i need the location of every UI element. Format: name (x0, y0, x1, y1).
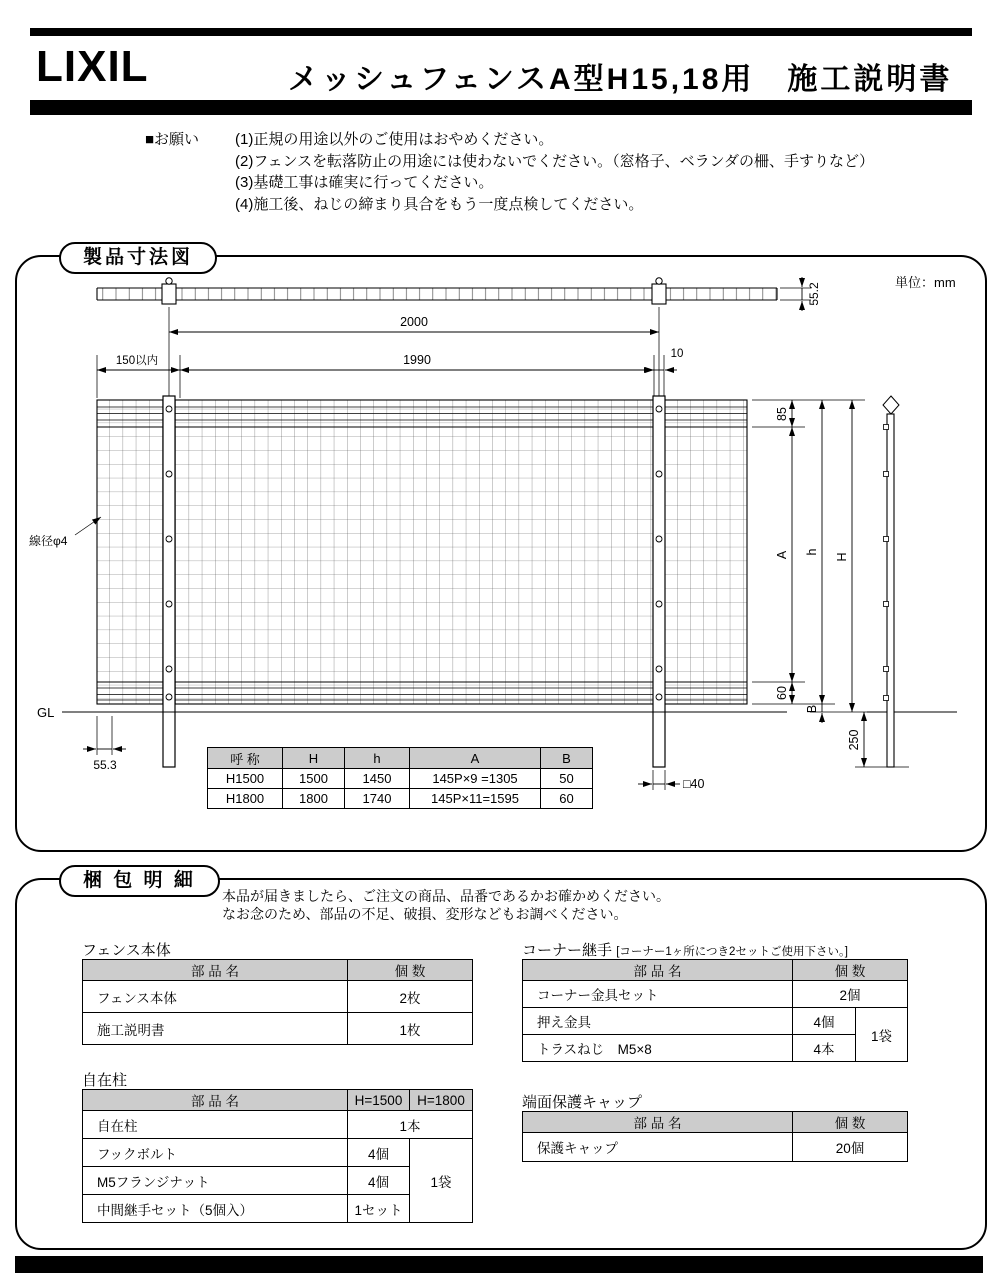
table-row (523, 1035, 908, 1062)
dim-H: H (835, 552, 849, 562)
part-qty: 2枚 (348, 981, 473, 1013)
spec-cell: 1800 (283, 789, 345, 809)
cap-table (522, 1111, 908, 1162)
table-row (83, 1139, 473, 1167)
spec-cell: H1800 (208, 789, 283, 809)
table-row (523, 1112, 908, 1133)
part-name: コーナー金具セット (523, 981, 793, 1008)
dimension-section (15, 247, 987, 852)
gl-label: GL (37, 705, 55, 720)
dim-A: A (775, 550, 789, 560)
col-part-name: 部 品 名 (83, 960, 348, 981)
spec-cell: 1450 (345, 769, 410, 789)
post-table (82, 1089, 473, 1223)
notice-item: (2)フェンスを転落防止の用途には使わないでください。（窓格子、ベランダの柵、手すりなど） (235, 152, 875, 170)
notice-items (235, 129, 874, 215)
part-qty: 1セット (348, 1195, 410, 1223)
table-row (83, 981, 473, 1013)
part-qty: 4本 (793, 1035, 856, 1062)
col-part-name: 部 品 名 (523, 1112, 793, 1133)
cap-table-heading: 端面保護キャップ (522, 1094, 643, 1111)
part-qty: 2個 (793, 981, 908, 1008)
packing-section-title: 梱 包 明 細 (59, 865, 220, 897)
page-title: メッシュフェンスA型H15,18用 施工説明書 (288, 63, 953, 96)
notice-label: ■お願い (145, 131, 200, 148)
spec-table (207, 747, 593, 809)
table-row (83, 1090, 473, 1111)
spec-cell: 60 (541, 789, 593, 809)
col-part-name: 部 品 名 (83, 1090, 348, 1111)
spec-col-A: A (410, 748, 541, 769)
corner-table-heading (522, 939, 848, 960)
post-right (653, 396, 665, 767)
fence-front-view (97, 400, 747, 704)
spec-cell: 50 (541, 769, 593, 789)
post-clamp (652, 284, 666, 304)
dim-h: h (805, 548, 819, 556)
table-row (208, 789, 593, 809)
packing-intro-line: なお念のため、部品の不足、破損、変形などもお調べください。 (222, 905, 628, 922)
table-row (523, 960, 908, 981)
spec-cell: H1500 (208, 769, 283, 789)
header-rule (30, 100, 972, 115)
dimension-section-title: 製品寸法図 (59, 242, 217, 274)
spec-col-h: h (345, 748, 410, 769)
dim-85: 85 (775, 407, 789, 421)
table-row (83, 960, 473, 981)
col-h1800: H=1800 (410, 1090, 473, 1111)
notice-item: (3)基礎工事は確実に行ってください。 (235, 174, 494, 191)
fence-plan-view (97, 278, 777, 304)
part-name: フェンス本体 (83, 981, 348, 1013)
col-qty: 個 数 (348, 960, 473, 981)
part-qty: 20個 (793, 1133, 908, 1162)
table-row (523, 981, 908, 1008)
part-qty: 1枚 (348, 1013, 473, 1045)
spec-col-B: B (541, 748, 593, 769)
dim-250: 250 (847, 729, 861, 751)
col-part-name: 部 品 名 (523, 960, 793, 981)
dim-60: 60 (775, 686, 789, 700)
dim-40: □40 (683, 777, 705, 791)
bag-label: 1袋 (410, 1139, 473, 1223)
dim-55-3: 55.3 (93, 758, 117, 772)
part-name: 中間継手セット（5個入） (83, 1195, 348, 1223)
dim-10: 10 (670, 348, 684, 360)
col-qty: 個 数 (793, 1112, 908, 1133)
fence-table-heading: フェンス本体 (82, 942, 171, 959)
spec-col-H: H (283, 748, 345, 769)
packing-intro (222, 888, 670, 923)
spec-col-name: 呼 称 (208, 748, 283, 769)
post-cap-diamond (883, 396, 899, 414)
part-name: 押え金具 (523, 1008, 793, 1035)
notice-item: (4)施工後、ねじの締まり具合をもう一度点検してください。 (235, 195, 644, 213)
fence-table (82, 959, 473, 1045)
part-qty: 4個 (348, 1167, 410, 1195)
bag-label: 1袋 (856, 1008, 908, 1062)
brand-logo: LIXIL (36, 42, 149, 91)
notice-block (145, 129, 874, 215)
dim-B: B (805, 704, 819, 714)
part-name: 保護キャップ (523, 1133, 793, 1162)
corner-table (522, 959, 908, 1062)
corner-heading-note: [コーナー1ヶ所につき2セットご使用下さい。] (616, 946, 848, 958)
dim-2000: 2000 (400, 315, 428, 329)
table-row (83, 1013, 473, 1045)
part-qty: 1本 (348, 1111, 473, 1139)
table-row (523, 1133, 908, 1162)
packing-section (15, 870, 987, 1250)
part-qty: 4個 (348, 1139, 410, 1167)
bottom-rule (15, 1256, 983, 1273)
dim-1990: 1990 (403, 353, 431, 367)
part-name: 自在柱 (83, 1111, 348, 1139)
table-row (523, 1008, 908, 1035)
table-row (83, 1111, 473, 1139)
col-qty: 個 数 (793, 960, 908, 981)
post-table-heading: 自在柱 (82, 1072, 128, 1089)
spec-cell: 145P×9 =1305 (410, 769, 541, 789)
corner-heading-text: コーナー継手 (522, 942, 613, 959)
table-row (208, 769, 593, 789)
part-name: フックボルト (83, 1139, 348, 1167)
unit-label: 単位：mm (895, 275, 956, 290)
spec-cell: 1500 (283, 769, 345, 789)
packing-intro-line: 本品が届きましたら、ご注文の商品、品番であるかお確かめください。 (222, 888, 670, 904)
part-qty: 4個 (793, 1008, 856, 1035)
fence-side-view (883, 396, 899, 767)
spec-cell: 145P×11=1595 (410, 789, 541, 809)
top-rule (30, 28, 972, 36)
post-clamp (162, 284, 176, 304)
wire-diameter-label: 線径φ4 (29, 534, 68, 548)
col-h1500: H=1500 (348, 1090, 410, 1111)
part-name: M5フランジナット (83, 1167, 348, 1195)
dim-150: 150以内 (115, 355, 159, 367)
part-name: トラスねじ M5×8 (523, 1035, 793, 1062)
dim-55-2: 55.2 (807, 282, 821, 306)
notice-item: (1)正規の用途以外のご使用はおやめください。 (235, 131, 554, 148)
spec-cell: 1740 (345, 789, 410, 809)
part-name: 施工説明書 (83, 1013, 348, 1045)
post-left (163, 396, 175, 767)
table-row (208, 748, 593, 769)
